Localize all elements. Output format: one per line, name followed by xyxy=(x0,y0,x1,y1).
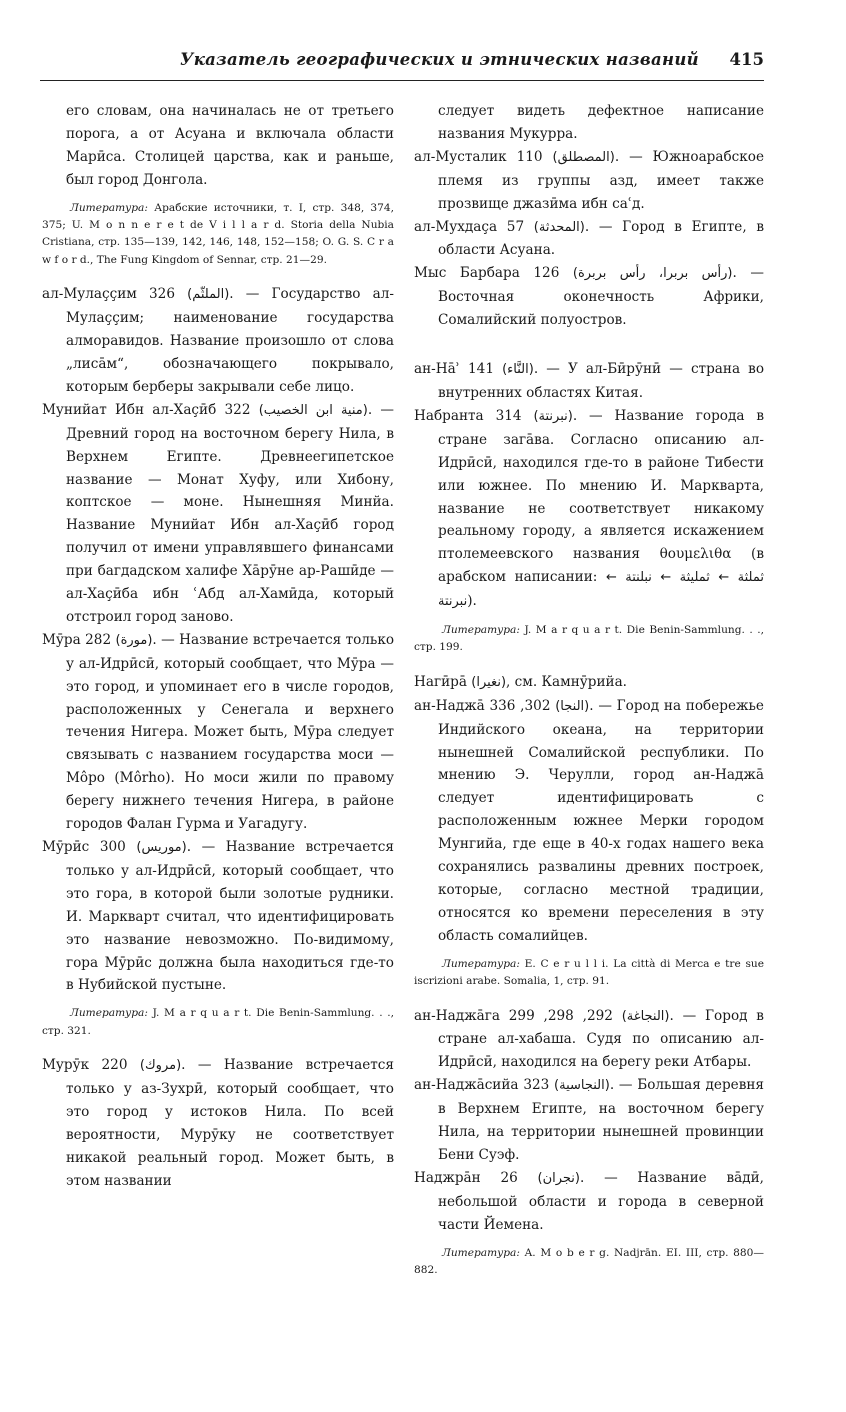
arabic-name: (النجاسية) xyxy=(554,1078,610,1094)
arabic-name: (موريس) xyxy=(136,840,187,855)
entry-headword: Набранта xyxy=(414,407,484,424)
entry-an-nadja xyxy=(414,695,764,948)
entry-al-muhdasa xyxy=(414,216,764,263)
entry-body: , см. Камнӯрийа. xyxy=(506,673,628,690)
literature-note xyxy=(414,622,764,657)
entry-headword: Мунийат Ибн ал-Хаҫӣб xyxy=(42,401,217,418)
entry-headword: Наджрāн xyxy=(414,1169,481,1186)
entry-muruk xyxy=(42,1054,394,1192)
entry-muris xyxy=(42,836,394,997)
arabic-chain: ثملثة ← ثمليثة ← نبلنتة ← نبرنتة xyxy=(438,570,764,610)
entry-body: 126. — Восточная оконечность Африки, Сомалийский полуостров. xyxy=(438,265,764,329)
header-title: Указатель географических и этнических названий xyxy=(180,50,699,69)
entry-body: 300. — Название встречается только у ал-Идрӣсӣ, который сообщает, что это гора, в которой были золотые рудники. И. Маркварт считал, что идентифицировать это название невозможно. По-видимому, гора Мӯрӣс должна была находиться где-то в Нубийской пустыне. xyxy=(66,839,394,994)
entry-an-nadjaga xyxy=(414,1005,764,1075)
literature-note xyxy=(414,956,764,991)
entry-body: 282. — Название встречается только у ал-Идрӣсӣ, который сообщает, что Мӯра — это город, и упоминает его в числе городов, расположенных у Сенегала и верхнего течения Нигера. Может быть, Мӯра следует связывать с названием государства моси — Môро (Môrho). Но моси жили по правому берегу нижнего течения Нигера, в районе городов Фалан Гурма и Уагадугу. xyxy=(66,631,395,833)
entry-nadjran xyxy=(414,1167,764,1237)
entry-headword: Мыс Барбара xyxy=(414,265,520,282)
arabic-name: (المصطلق) xyxy=(552,149,615,165)
right-column xyxy=(414,100,764,1293)
entry-an-nadjasiya xyxy=(414,1074,764,1167)
entry-an-na xyxy=(414,358,764,405)
left-column xyxy=(42,100,394,1193)
arabic-name: (مروك) xyxy=(139,1058,182,1074)
entry-headword: ан-Нāʾ xyxy=(414,361,460,378)
arabic-name: (نبرنتة) xyxy=(533,408,573,424)
entry-body: 323. — Большая деревня в Верхнем Египте, на восточном берегу Нила, на территории нынешней провинции Бени Суэф. xyxy=(438,1077,764,1163)
entry-headword: Мӯра xyxy=(42,631,81,648)
entry-nabranta xyxy=(414,405,764,614)
entry-body: 326. — Государство ал-Мулаҫҫим; наименование государства алморавидов. Название произошло от слова „лисāм“, обозначающего покрывало, которым берберы закрывали себе лицо. xyxy=(66,286,394,395)
literature-text: Арабские источники, т. I, стр. 348, 374, 375; U. M o n n e r e t de V i l l a r d. Storia della Nubia Cristiana, стр. 135—139, 142, 146, 148, 152—158; O. G. S. C r a w f o r d., The Fung Kingdom of Sennar, стр. 21—29. xyxy=(42,201,394,266)
literature-label: Литература: xyxy=(70,201,148,214)
entry-body: 302, 336. — Город на побережье Индийского океана, на территории нынешней Сомалийской республики. По мнению Э. Черулли, город ан-Наджā следует идентифицировать с расположенным южнее Мерки городом Мунгийа, где еще в 40-х годах нашего века сохранялись развалины древних построек, которые, согласно местной традиции, относятся ко времени переселения в эту область сомалийцев. xyxy=(438,697,764,944)
arabic-name: (نجران) xyxy=(537,1170,581,1186)
literature-note xyxy=(42,1005,394,1040)
literature-note xyxy=(42,200,394,270)
arabic-name: (نغيرا) xyxy=(471,674,507,690)
entry-nagira xyxy=(414,671,764,695)
arabic-name: (مورة) xyxy=(115,632,153,648)
entry-headword: Нагӣрā xyxy=(414,673,467,690)
literature-label: Литература: xyxy=(442,957,520,970)
literature-text: J. M a r q u a r t. Die Benin-Sammlung. . ., стр. 321. xyxy=(42,1007,394,1037)
arabic-name: (الملثّم) xyxy=(187,287,230,303)
entry-al-mustalik xyxy=(414,146,764,216)
entry-headword: ан-Наджā xyxy=(414,697,485,714)
literature-note xyxy=(414,1245,764,1280)
arabic-name: (النجا) xyxy=(555,698,590,714)
entry-mura xyxy=(42,629,394,836)
literature-text: J. M a r q u a r t. Die Benin-Sammlung. . ., стр. 199. xyxy=(414,624,764,654)
entry-al-mulassim xyxy=(42,283,394,399)
entry-headword: Мурӯк xyxy=(42,1057,90,1074)
entry-mys-barbara xyxy=(414,262,764,332)
entry-headword: Мӯрӣс xyxy=(42,839,90,855)
spacer xyxy=(414,332,764,358)
entry-body-end: ). xyxy=(467,593,477,610)
entry-headword: ан-Наджāга xyxy=(414,1007,500,1024)
entry-muniyat xyxy=(42,399,394,629)
entry-body: 141. — У ал-Бӣрӯнӣ — страна во внутренних областях Китая. xyxy=(438,361,765,401)
entry-body: 110. — Южноарабское племя из группы азд, имеет также прозвище джазӣма ибн саʿд. xyxy=(438,148,765,212)
page-number: 415 xyxy=(729,50,764,69)
running-header xyxy=(40,50,764,81)
arabic-name: (النجاغة) xyxy=(621,1008,670,1024)
literature-text: E. C e r u l l i. La città di Merca e tre sue iscrizioni arabe. Somalia, 1, стр. 91. xyxy=(414,957,764,988)
entry-headword: ал-Мулаҫҫим xyxy=(42,286,137,303)
entry-body: 292, 298, 299. — Город в стране ал-хабаша. Судя по описанию ал-Идрӣсӣ, находился на берегу реки Атбары. xyxy=(438,1007,764,1071)
arabic-name: (المحدثة) xyxy=(533,219,585,235)
literature-label: Литература: xyxy=(442,1246,520,1259)
literature-label: Литература: xyxy=(442,624,520,637)
literature-label: Литература: xyxy=(70,1007,148,1020)
entry-body: 322. — Древний город на восточном берегу Нила, в Верхнем Египте. Древнеегипетское название — Монат Хуфу, или Хибону, коптское — моне. Нынешняя Минйа. Название Мунийат Ибн ал-Хаҫӣб город получил от имени управлявшего финансами при багдадском халифе Хāрӯне ар-Рашӣде — ал-Хаҫӣба ибн ʿАбд ал-Хамӣда, который отстроил город заново. xyxy=(66,401,394,625)
literature-text: A. M o b e r g. Nadjrān. EI. III, стр. 880—882. xyxy=(414,1246,764,1276)
entry-headword: ан-Наджāсийа xyxy=(414,1077,519,1094)
continuation-text: следует видеть дефектное написание названия Мукурра. xyxy=(438,103,764,142)
arabic-name: (رأس بربرا، رأس بربرة) xyxy=(572,266,733,282)
entry-body: 26. — Название вāдӣ, небольшой области и города в северной части Йемена. xyxy=(438,1169,764,1233)
entry-headword: ал-Мухдаҫа xyxy=(414,218,498,235)
continuation-text: его словам, она начиналась не от третьего порога, а от Асуана и включала области Марӣса. Столицей царства, как и раньше, был город Донгола. xyxy=(66,103,394,188)
arabic-name: (النَّاء) xyxy=(502,362,534,378)
entry-body: 220. — Название встречается только у аз-Зухрӣ, который сообщает, что это город у истоков Нила. По всей вероятности, Мурӯку не соответствует никакой реальный город. Может быть, в этом названии xyxy=(66,1057,394,1189)
entry-headword: ал-Мусталик xyxy=(414,148,507,165)
entry-body: 57. — Город в Египте, в области Асуана. xyxy=(438,218,764,259)
arabic-name: (منية ابن الخصيب) xyxy=(258,402,368,418)
entry-body: 314. — Название города в стране загāва. Согласно описанию ал-Идрӣсӣ, находился где-то в районе Тибести или южнее. По мнению И. Маркварта, название не соответствует никакому реальному городу, а является искажением птолемеевского названия θουμελιθα (в арабском написании: xyxy=(438,407,764,586)
